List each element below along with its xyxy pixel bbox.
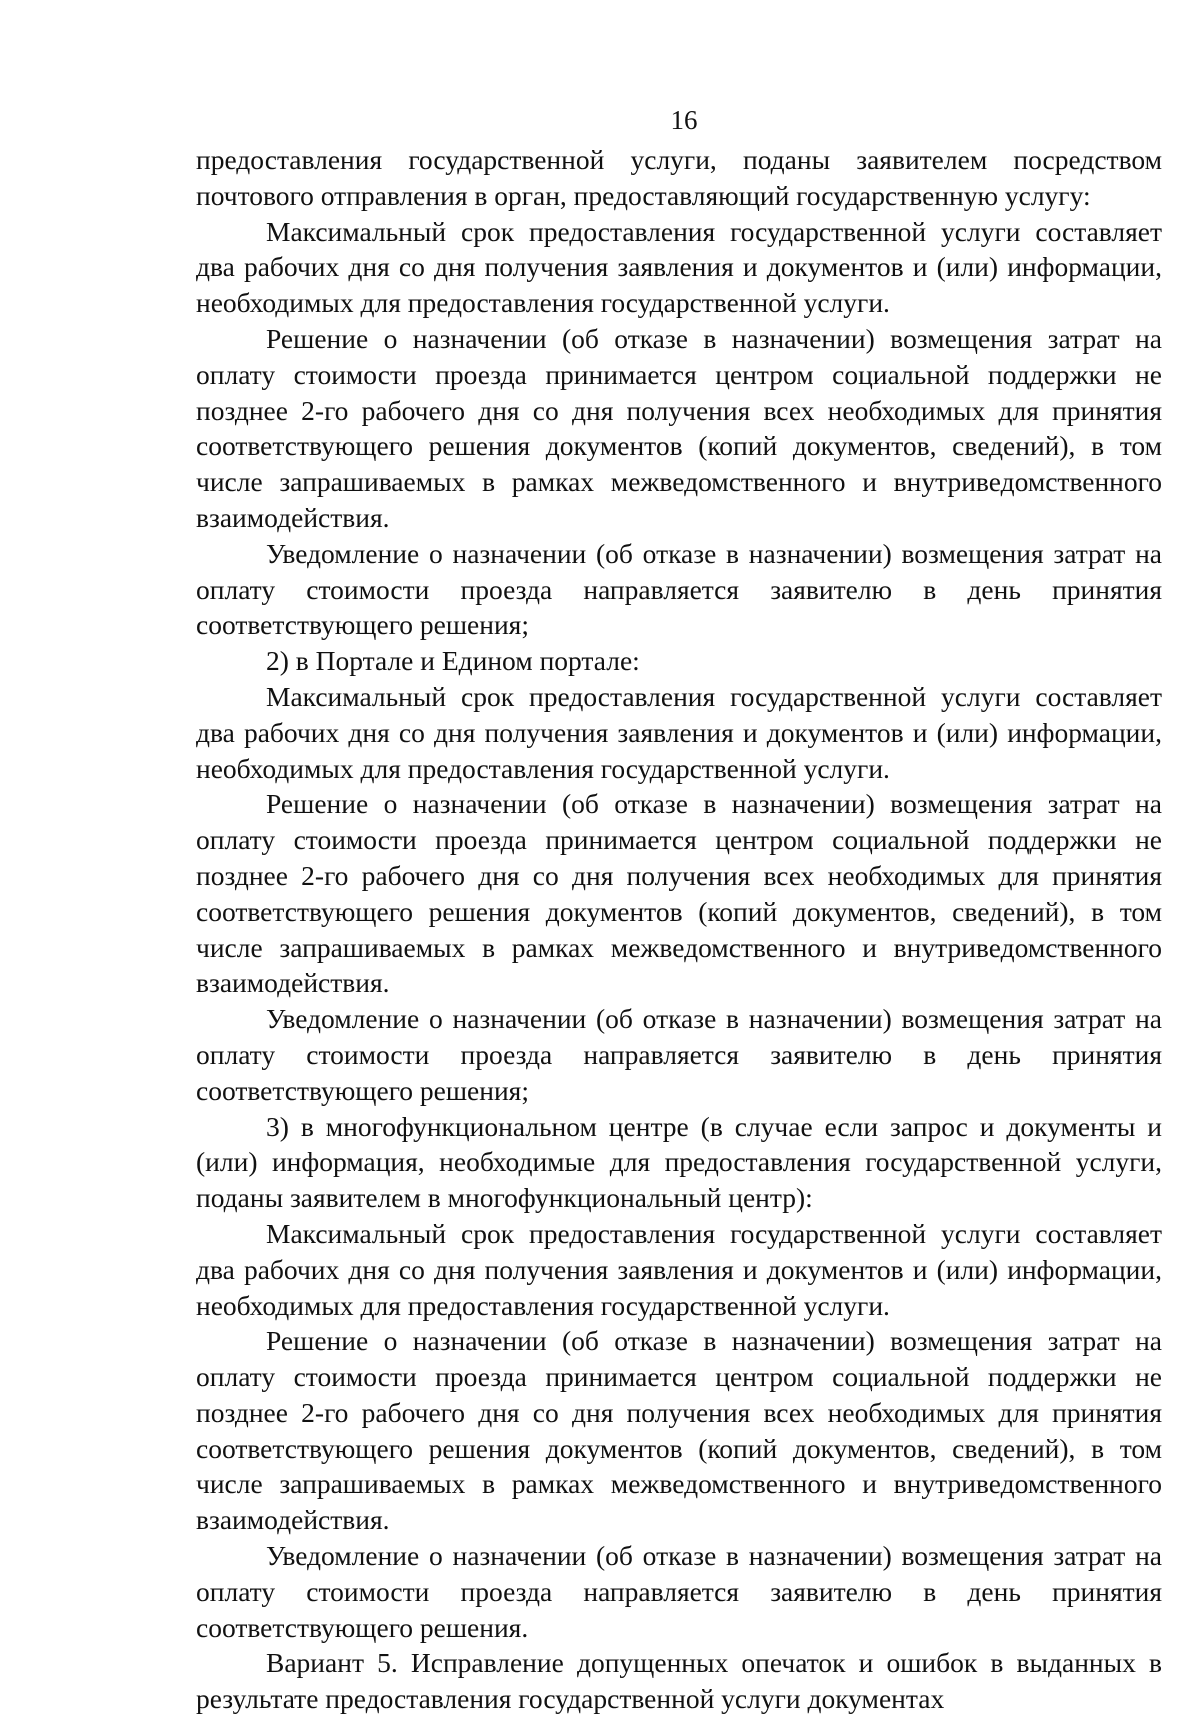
- paragraph-max-term-mfc: Максимальный срок предоставления государственной услуги составляет два рабочих дня со дня получения заявления и документов и (или) информации, необходимых для предоставления государственной услуги.: [196, 1217, 1162, 1321]
- paragraph-variant-5-heading: Вариант 5. Исправление допущенных опечаток и ошибок в выданных в результате предоставления государственной услуги документах: [196, 1647, 1162, 1715]
- paragraph-decision-portal: Решение о назначении (об отказе в назначении) возмещения затрат на оплату стоимости проезда принимается центром социальной поддержки не позднее 2-го рабочего дня со дня получения всех необходимых для принятия соответствующего решения документов (копий документов, сведений), в том числе запрашиваемых в рамках межведомственного и внутриведомственного взаимодействия.: [196, 788, 1162, 999]
- paragraph-max-term-mail: Максимальный срок предоставления государственной услуги составляет два рабочих дня со дня получения заявления и документов и (или) информации, необходимых для предоставления государственной услуги.: [196, 215, 1162, 319]
- paragraph-continuation: предоставления государственной услуги, поданы заявителем посредством почтового отправления в орган, предоставляющий государственную услугу:: [196, 144, 1162, 211]
- paragraph-notification-mail: Уведомление о назначении (об отказе в назначении) возмещения затрат на оплату стоимости проезда направляется заявителю в день принятия соответствующего решения;: [196, 537, 1162, 641]
- paragraph-notification-mfc: Уведомление о назначении (об отказе в назначении) возмещения затрат на оплату стоимости проезда направляется заявителю в день принятия соответствующего решения.: [196, 1540, 1162, 1643]
- paragraph-decision-mail: Решение о назначении (об отказе в назначении) возмещения затрат на оплату стоимости проезда принимается центром социальной поддержки не позднее 2-го рабочего дня со дня получения всех необходимых для принятия соответствующего решения документов (копий документов, сведений), в том числе запрашиваемых в рамках межведомственного и внутриведомственного взаимодействия.: [196, 322, 1162, 533]
- document-page: [196, 100, 1162, 1717]
- paragraph-notification-portal: Уведомление о назначении (об отказе в назначении) возмещения затрат на оплату стоимости проезда направляется заявителю в день принятия соответствующего решения;: [196, 1003, 1162, 1106]
- paragraph-item-3-mfc: 3) в многофункциональном центре (в случае если запрос и документы и (или) информация, необходимые для предоставления государственной услуги, поданы заявителем в многофункциональный центр):: [196, 1110, 1162, 1214]
- paragraph-max-term-portal: Максимальный срок предоставления государственной услуги составляет два рабочих дня со дня получения заявления и документов и (или) информации, необходимых для предоставления государственной услуги.: [196, 680, 1162, 784]
- page-number: 16: [670, 105, 698, 135]
- paragraph-decision-mfc: Решение о назначении (об отказе в назначении) возмещения затрат на оплату стоимости проезда принимается центром социальной поддержки не позднее 2-го рабочего дня со дня получения всех необходимых для принятия соответствующего решения документов (копий документов, сведений), в том числе запрашиваемых в рамках межведомственного и внутриведомственного взаимодействия.: [196, 1325, 1162, 1536]
- paragraph-item-2-portal: 2) в Портале и Едином портале:: [266, 645, 640, 677]
